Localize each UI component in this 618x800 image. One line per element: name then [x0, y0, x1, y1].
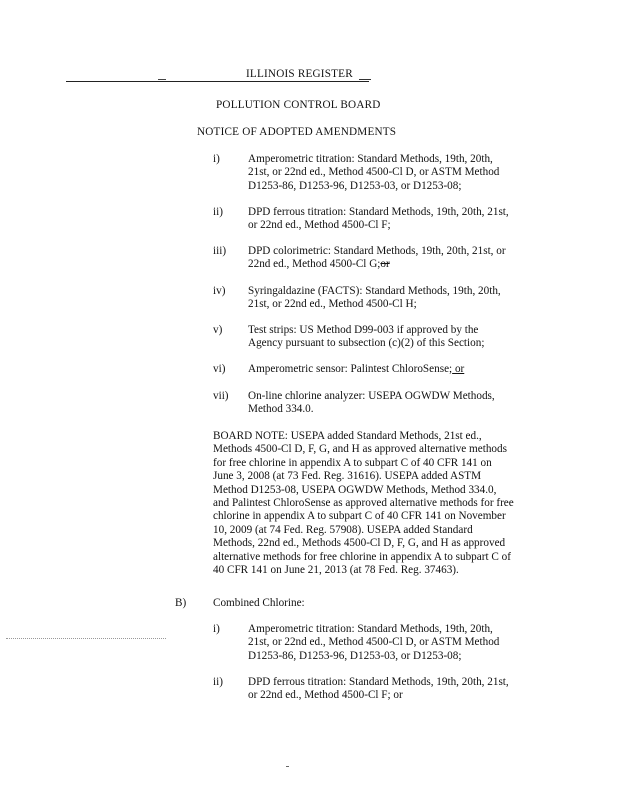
header-rule-tail	[359, 79, 371, 80]
item-number: ii)	[213, 206, 223, 218]
item-text: Amperometric titration: Standard Methods, 19th, 20th, 21st, or 22nd ed., Method 4500-Cl D, or ASTM Method D1253-86, D1253-96, D1253-03, or D1253-08;	[248, 153, 500, 192]
scan-artifact-dots	[6, 636, 166, 639]
register-title: ILLINOIS REGISTER	[246, 68, 353, 80]
item-text: DPD colorimetric: Standard Methods, 19th, 20th, 21st, or 22nd ed., Method 4500-Cl G;or	[248, 245, 506, 271]
item-text: On-line chlorine analyzer: USEPA OGWDW Methods, Method 334.0.	[248, 390, 495, 416]
item-text: DPD ferrous titration: Standard Methods, 19th, 20th, 21st, or 22nd ed., Method 4500-Cl F;	[248, 206, 509, 232]
section-heading: Combined Chlorine:	[213, 597, 305, 609]
item-number: vii)	[213, 390, 229, 402]
section-number: B)	[175, 597, 187, 609]
struck-text: or	[380, 258, 390, 271]
notice-title: NOTICE OF ADOPTED AMENDMENTS	[197, 126, 397, 138]
item-number: vi)	[213, 363, 226, 375]
item-number: i)	[213, 153, 220, 165]
item-text: Amperometric sensor: Palintest ChloroSense; or	[248, 363, 465, 375]
underlined-text: or	[452, 363, 465, 375]
item-number: v)	[213, 324, 223, 336]
item-number: ii)	[213, 676, 223, 688]
scan-artifact-mark	[286, 766, 289, 767]
item-text: DPD ferrous titration: Standard Methods, 19th, 20th, 21st, or 22nd ed., Method 4500-Cl F; or	[248, 676, 509, 702]
item-number: i)	[213, 623, 220, 635]
item-text: Amperometric titration: Standard Methods, 19th, 20th, 21st, or 22nd ed., Method 4500-Cl D, or ASTM Method D1253-86, D1253-96, D1253-03, or D1253-08;	[248, 623, 500, 662]
item-number: iv)	[213, 285, 226, 297]
board-title: POLLUTION CONTROL BOARD	[216, 99, 381, 111]
item-text: Test strips: US Method D99-003 if approved by the Agency pursuant to subsection (c)(2) of this Section;	[248, 324, 485, 350]
header-rule-mark	[158, 79, 166, 80]
item-number: iii)	[213, 245, 227, 257]
item-text: Syringaldazine (FACTS): Standard Methods, 19th, 20th, 21st, or 22nd ed., Method 4500-Cl H;	[248, 285, 501, 311]
board-note: BOARD NOTE: USEPA added Standard Methods, 21st ed., Methods 4500-Cl D, F, G, and H as approved alternative methods for free chlorine in appendix A to subpart C of 40 CFR 141 on June 3, 2008 (at 73 Fed. Reg. 31616). USEPA added ASTM Method D1253-08, USEPA OGWDW Methods, Method 334.0, and Palintest ChloroSense as approved alternative methods for free chlorine in appendix A to subpart C of 40 CFR 141 on November 10, 2009 (at 74 Fed. Reg. 57908). USEPA added Standard Methods, 22nd ed., Methods 4500-Cl D, F, G, and H as approved alternative methods for free chlorine in appendix A to subpart C of 40 CFR 141 on June 21, 2013 (at 78 Fed. Reg. 37463).	[213, 430, 514, 577]
